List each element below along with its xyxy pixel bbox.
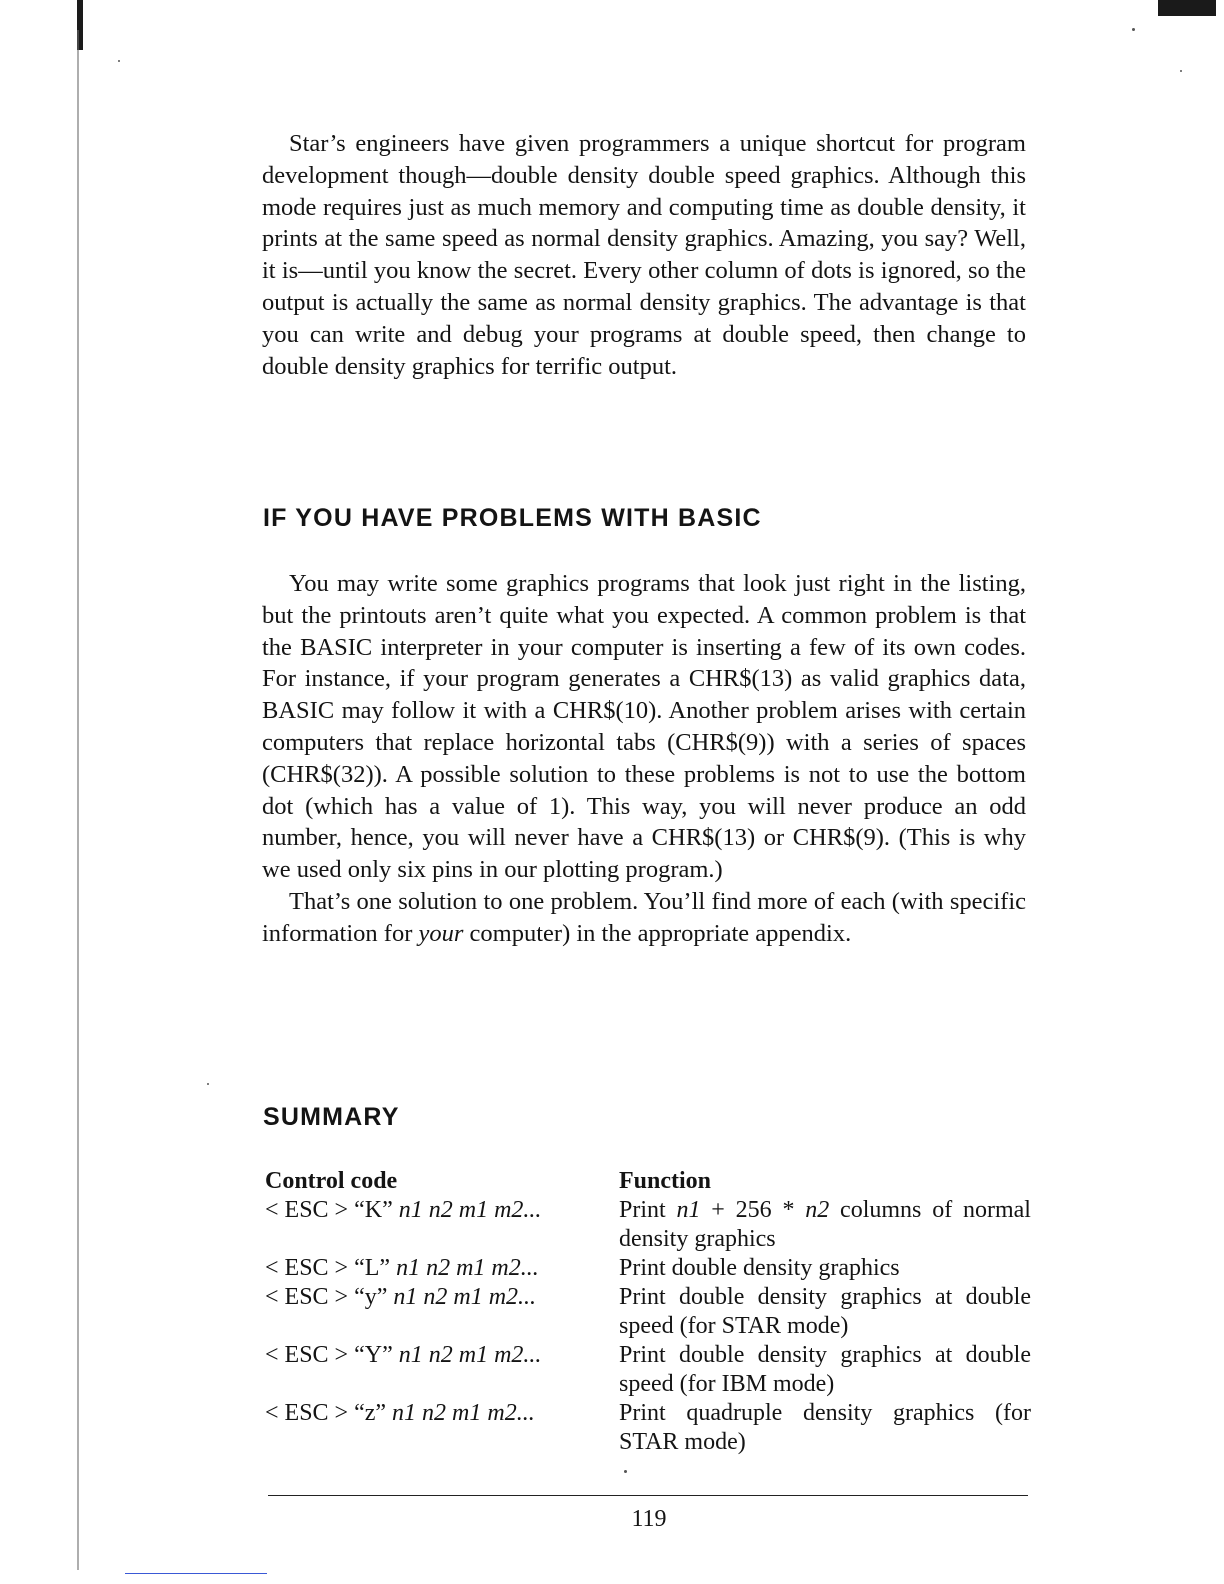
control-code-command: < ESC > “y” — [265, 1284, 394, 1310]
basic-section-body — [262, 568, 1026, 950]
function-description — [619, 1196, 1031, 1254]
summary-row — [265, 1283, 1031, 1341]
solution-paragraph — [262, 886, 1026, 950]
scan-corner-mark — [1158, 0, 1216, 16]
function-description: Print double density graphics at double speed (for STAR mode) — [619, 1284, 1031, 1339]
summary-row — [265, 1341, 1031, 1399]
function-text: Print — [619, 1197, 677, 1223]
control-code-command: < ESC > “Y” — [265, 1342, 399, 1368]
control-code — [265, 1283, 619, 1341]
control-code — [265, 1399, 619, 1457]
scan-speck — [1180, 70, 1182, 72]
solution-text-start: That’s one solution to one problem. You’ll find more of each (with specific information for — [262, 887, 1026, 947]
control-code-command: < ESC > “z” — [265, 1400, 393, 1426]
function-param: n1 — [676, 1197, 701, 1223]
control-code — [265, 1254, 619, 1283]
summary-table — [265, 1167, 1031, 1457]
control-code-params: n1 n2 m1 m2... — [393, 1284, 537, 1310]
page-number: 119 — [631, 1506, 667, 1532]
summary-row — [265, 1254, 1031, 1283]
control-code-params: n1 n2 m1 m2... — [396, 1255, 539, 1281]
basic-problems-paragraph: You may write some graphics programs that look just right in the listing, but the printouts aren’t quite what you expected. A common problem is that the BASIC interpreter in your computer is inserting a few of its own codes. For instance, if your program generates a CHR$(13) as valid graphics data, BASIC may follow it with a CHR$(10). Another problem arises with certain computers that replace horizontal tabs (CHR$(9)) with a series of spaces (CHR$(32)). A possible solution to these problems is not to use the bottom dot (which has a value of 1). This way, you will never produce an odd number, hence, you will never have a CHR$(13) or CHR$(9). (This is why we used only six pins in our plotting program.) — [262, 570, 1026, 884]
intro-paragraph — [262, 128, 1026, 382]
control-code-params: n1 n2 m1 m2... — [398, 1342, 542, 1368]
control-code — [265, 1196, 619, 1254]
section-heading-basic: IF YOU HAVE PROBLEMS WITH BASIC — [263, 504, 762, 532]
control-code-command: < ESC > “L” — [265, 1255, 397, 1281]
scan-speck — [624, 1470, 627, 1473]
solution-text-end: computer) in the appropriate appendix. — [463, 919, 852, 947]
control-code-params: n1 n2 m1 m2... — [392, 1400, 535, 1426]
column-header-control-code: Control code — [265, 1168, 398, 1194]
summary-row — [265, 1196, 1031, 1254]
function-description: Print double density graphics at double speed (for IBM mode) — [619, 1342, 1031, 1397]
control-code-params: n1 n2 m1 m2... — [398, 1197, 542, 1223]
function-param: n2 — [805, 1197, 830, 1223]
intro-paragraph-text: Star’s engineers have given programmers a unique shortcut for program development though—double density double speed graphics. Although this mode requires just as much memory and computing time as double density, it prints at the same speed as normal density graphics. Amazing, you say? Well, it is—until you know the secret. Every other column of dots is ignored, so the output is actually the same as normal density graphics. The advantage is that you can write and debug your programs at double speed, then change to double density graphics for terrific output. — [262, 130, 1026, 380]
scan-bottom-line — [125, 1573, 267, 1574]
scan-speck — [1132, 28, 1135, 31]
function-description: Print quadruple density graphics (for STAR mode) — [619, 1400, 1031, 1455]
function-text: columns of normal density graphics — [619, 1197, 1031, 1252]
summary-header-row — [265, 1167, 1031, 1196]
function-text: + 256 * — [700, 1197, 806, 1223]
section-heading-summary: SUMMARY — [263, 1103, 400, 1131]
footer-rule — [268, 1495, 1028, 1496]
scan-speck — [207, 1083, 209, 1085]
summary-row — [265, 1399, 1031, 1457]
solution-text-emphasis: your — [418, 919, 464, 947]
control-code — [265, 1341, 619, 1399]
column-header-function: Function — [619, 1168, 712, 1194]
function-description: Print double density graphics — [619, 1255, 900, 1281]
scan-speck — [118, 60, 120, 62]
control-code-command: < ESC > “K” — [265, 1197, 399, 1223]
scan-edge — [77, 30, 79, 1570]
